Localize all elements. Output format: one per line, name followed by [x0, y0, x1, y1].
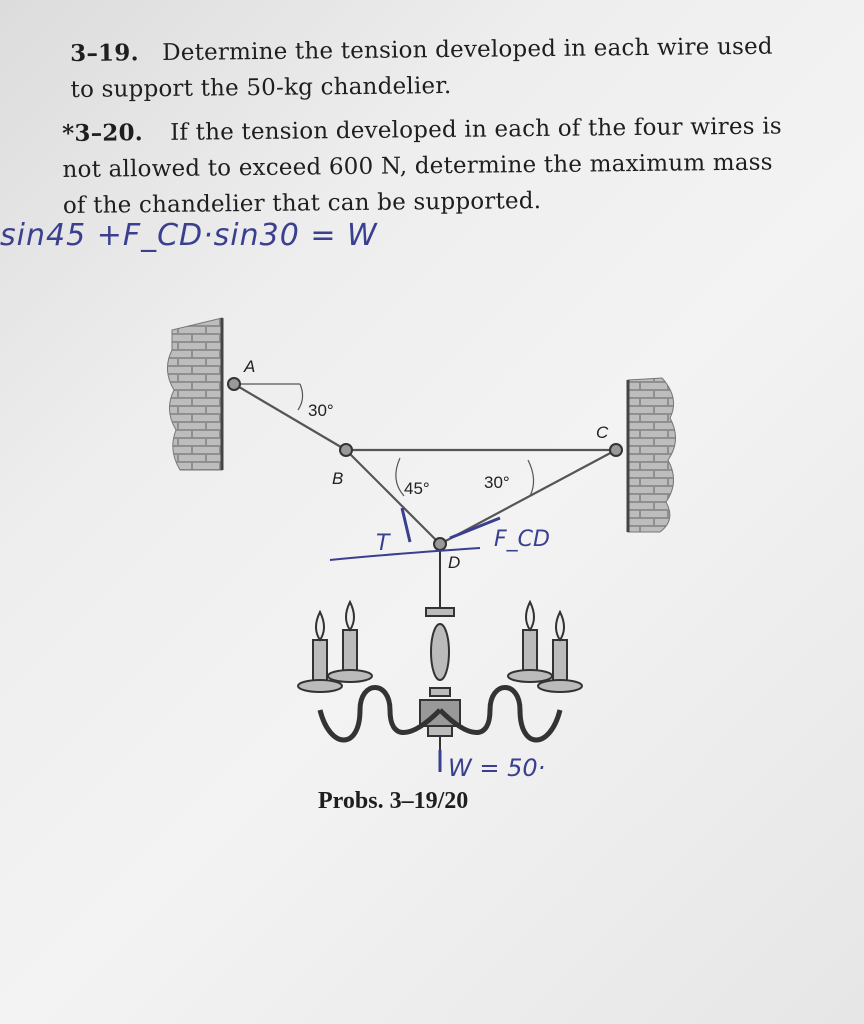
label-d: D — [448, 553, 461, 572]
candle-left-inner — [328, 602, 372, 682]
candle-right-inner — [508, 602, 552, 682]
ring-d — [434, 538, 446, 550]
problem-text-line: If the tension developed in each of the four wires is — [170, 113, 782, 146]
anchor-a — [228, 378, 240, 390]
chandelier-diagram — [150, 310, 710, 830]
problem-text-line: to support the 50-kg chandelier. — [70, 73, 452, 103]
left-wall — [167, 318, 222, 470]
angle-label-ab: 30° — [308, 401, 334, 420]
angle-label-cd: 30° — [484, 473, 510, 492]
problem-3-19 — [70, 28, 831, 108]
problem-text-line: of the chandelier that can be supported. — [62, 187, 542, 219]
problem-text-line: Determine the tension developed in each wire used — [162, 33, 773, 67]
label-c: C — [596, 423, 609, 442]
handwritten-w-label: W = 50· — [448, 754, 546, 782]
handwritten-t-label: T — [376, 531, 390, 556]
wires — [234, 384, 616, 544]
anchor-c — [610, 444, 622, 456]
label-b: B — [332, 469, 344, 488]
label-a: A — [244, 357, 256, 376]
problem-text-line: not allowed to exceed 600 N, determine the maximum mass — [62, 149, 773, 183]
ring-b — [340, 444, 352, 456]
angle-label-bd: 45° — [404, 479, 430, 498]
handwritten-fcd-label: F_CD — [494, 527, 550, 552]
problem-number: 3–19. — [70, 39, 139, 67]
problem-number: *3–20. — [62, 119, 144, 147]
chandelier — [298, 550, 582, 758]
right-wall — [628, 378, 676, 532]
problem-3-20 — [62, 108, 823, 224]
handwritten-equation: sin45 +F_CD·sin30 = W — [0, 218, 378, 253]
figure-caption: Probs. 3–19/20 — [318, 788, 469, 814]
